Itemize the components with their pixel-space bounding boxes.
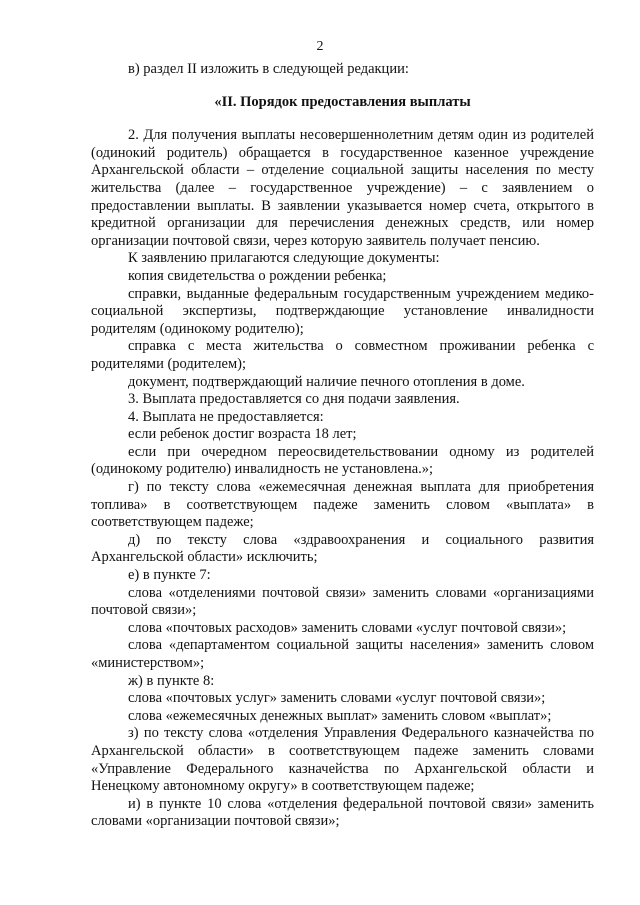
paragraph: 2. Для получения выплаты несовершеннолетним детям один из родителей (одинокий родитель) обращается в государственное казенное учреждение Архангельской области – отделение социальной защиты населения по месту жительства (далее – государственное учреждение) – с заявлением о предоставлении выплаты. В заявлении указывается номер счета, открытого в кредитной организации для перечисления денежных средств, или номер организации почтовой связи, через которую заявитель получает пенсию. — [91, 127, 594, 249]
paragraph: г) по тексту слова «ежемесячная денежная выплата для приобретения топлива» в соответствующем падеже заменить словом «выплата» в соответствующем падеже; — [91, 479, 594, 531]
paragraph: и) в пункте 10 слова «отделения федеральной почтовой связи» заменить словами «организации почтовой связи»; — [91, 795, 594, 830]
paragraph: слова «отделениями почтовой связи» заменить словами «организациями почтовой связи»; — [91, 584, 594, 619]
paragraph: копия свидетельства о рождении ребенка; — [128, 267, 387, 284]
paragraph: ж) в пункте 8: — [128, 672, 215, 689]
paragraph: слова «почтовых расходов» заменить словами «услуг почтовой связи»; — [128, 619, 567, 636]
document-body — [91, 61, 594, 831]
paragraph: в) раздел II изложить в следующей редакции: — [128, 61, 409, 77]
paragraph: д) по тексту слова «здравоохранения и социального развития Архангельской области» исключить; — [91, 531, 594, 566]
paragraph: справка с места жительства о совместном проживании ребенка с родителями (родителем); — [91, 338, 594, 372]
paragraph: 4. Выплата не предоставляется: — [128, 408, 324, 425]
paragraph: е) в пункте 7: — [128, 567, 211, 584]
paragraph: слова «департаментом социальной защиты населения» заменить словом «министерством»; — [91, 637, 594, 671]
paragraph: К заявлению прилагаются следующие документы: — [128, 250, 440, 267]
paragraph: з) по тексту слова «отделения Управления Федерального казначейства по Архангельской области» в соответствующем падеже заменить словами «Управление Федерального казначейства по Архангельской области и Ненецкому автономному округу» в соответствующем падеже; — [91, 725, 594, 795]
paragraph: если при очередном переосвидетельствовании одному из родителей (одинокому родителю) инвалидность не установлена.»; — [91, 443, 594, 478]
paragraph: слова «почтовых услуг» заменить словами «услуг почтовой связи»; — [128, 690, 546, 707]
paragraph: справки, выданные федеральным государственным учреждением медико-социальной экспертизы, подтверждающие установление инвалидности родителям (одинокому родителю); — [91, 285, 594, 337]
section-heading: «II. Порядок предоставления выплаты — [214, 93, 471, 110]
page-number: 2 — [316, 39, 324, 54]
paragraph: 3. Выплата предоставляется со дня подачи заявления. — [128, 391, 460, 408]
paragraph: если ребенок достиг возраста 18 лет; — [128, 426, 357, 443]
paragraph: слова «ежемесячных денежных выплат» заменить словом «выплат»; — [128, 707, 552, 724]
paragraph: документ, подтверждающий наличие печного отопления в доме. — [128, 373, 525, 390]
